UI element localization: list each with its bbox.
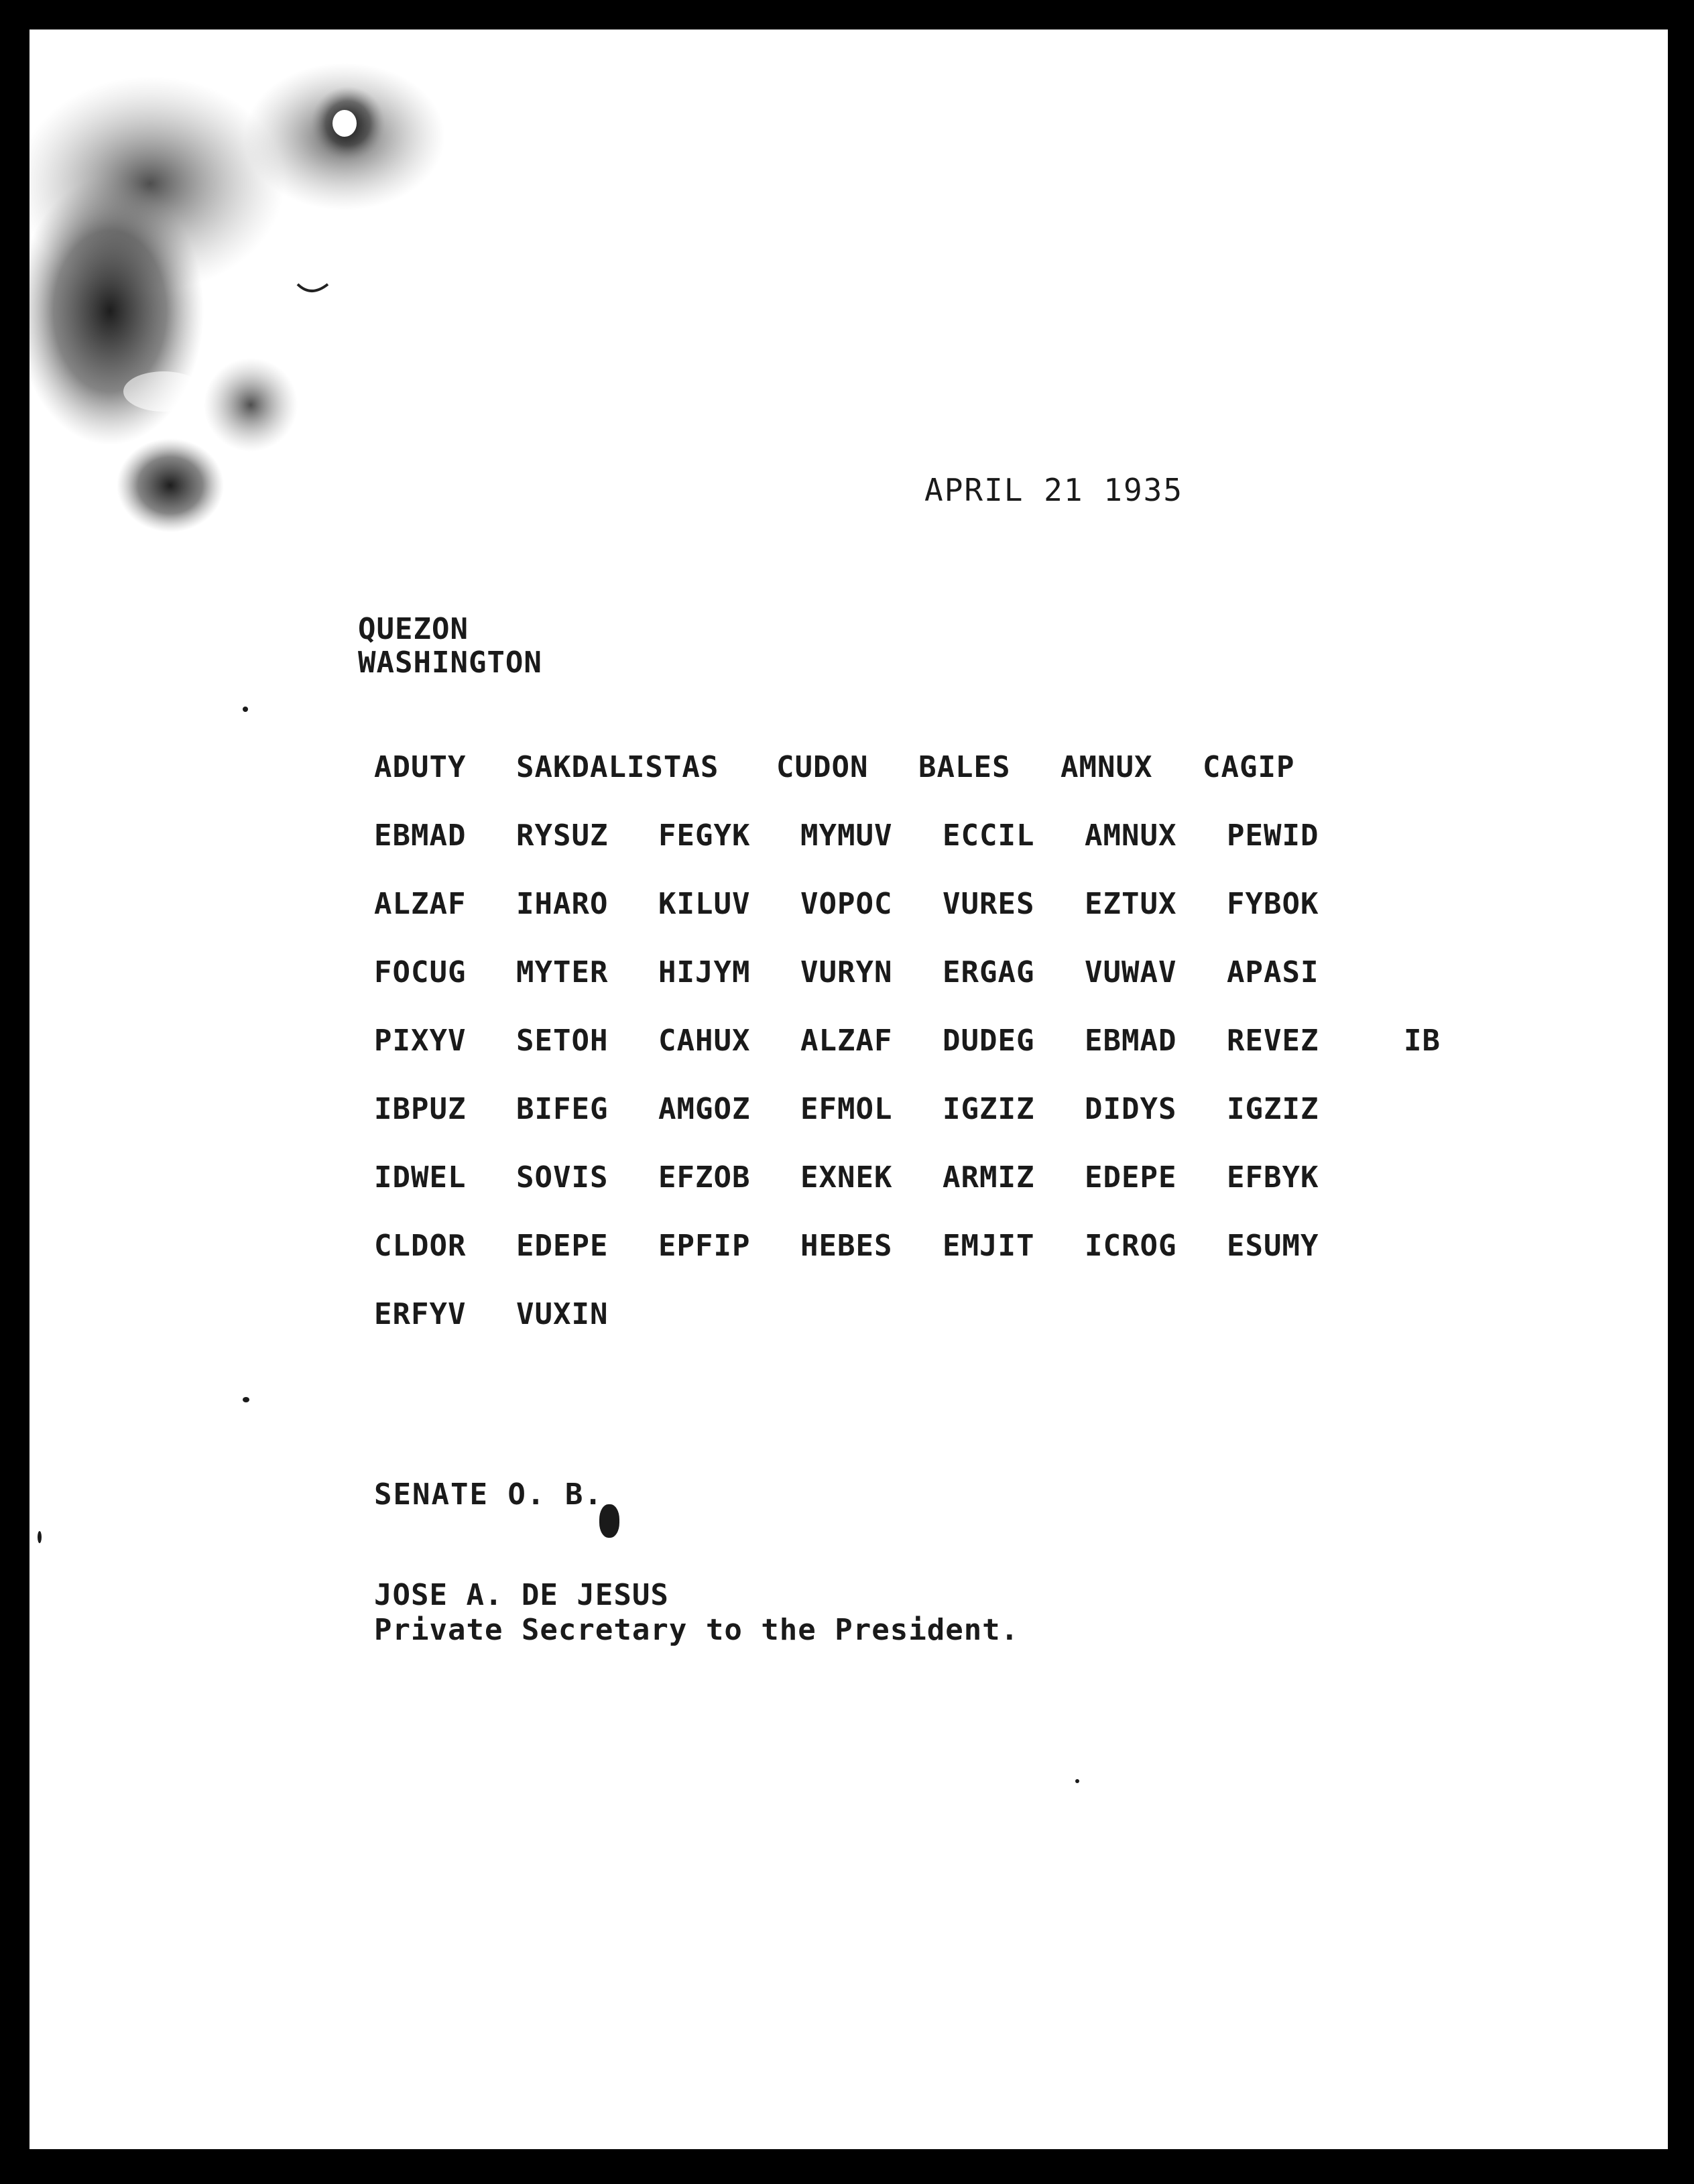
code-group: ECCIL: [943, 818, 1035, 853]
code-group: EPFIP: [658, 1229, 751, 1263]
code-group: IGZIZ: [1227, 1092, 1319, 1126]
code-group: ERGAG: [943, 955, 1035, 989]
code-group: DIDYS: [1085, 1092, 1177, 1126]
addressee-name: QUEZON: [358, 612, 469, 646]
code-group: CAHUX: [658, 1024, 751, 1058]
code-group: BALES: [918, 750, 1011, 784]
ink-speck: [599, 1504, 619, 1538]
code-group: EDEPE: [1085, 1160, 1177, 1195]
code-group: SAKDALISTAS: [516, 750, 719, 784]
signatory-title: Private Secretary to the President.: [374, 1613, 1020, 1647]
code-group: EMJIT: [943, 1229, 1035, 1263]
code-group: HIJYM: [658, 955, 751, 989]
code-group: BIFEG: [516, 1092, 609, 1126]
code-group: EFMOL: [800, 1092, 893, 1126]
code-group: EFBYK: [1227, 1160, 1319, 1195]
code-group: CUDON: [776, 750, 869, 784]
signature-block: [374, 1578, 1019, 1648]
code-group: VUXIN: [516, 1297, 609, 1331]
code-group: IGZIZ: [943, 1092, 1035, 1126]
code-group: REVEZ: [1227, 1024, 1319, 1058]
ink-speck: [1075, 1779, 1079, 1783]
code-group: CAGIP: [1203, 750, 1295, 784]
code-group: ARMIZ: [943, 1160, 1035, 1195]
code-group: AMNUX: [1085, 818, 1177, 853]
code-group: MYTER: [516, 955, 609, 989]
ink-speck: [243, 707, 248, 712]
code-group: AMGOZ: [658, 1092, 751, 1126]
code-group: ICROG: [1085, 1229, 1177, 1263]
code-group: IB: [1404, 1024, 1441, 1058]
code-group: EDEPE: [516, 1229, 609, 1263]
code-group: FOCUG: [374, 955, 467, 989]
code-group: KILUV: [658, 887, 751, 921]
code-group: VOPOC: [800, 887, 893, 921]
code-group: CLDOR: [374, 1229, 467, 1263]
code-group: ALZAF: [800, 1024, 893, 1058]
code-group: EZTUX: [1085, 887, 1177, 921]
document-page: [29, 29, 1668, 2149]
code-group: IBPUZ: [374, 1092, 467, 1126]
code-group: FEGYK: [658, 818, 751, 853]
addressee-block: [358, 613, 542, 680]
code-group: VUWAV: [1085, 955, 1177, 989]
code-group: SETOH: [516, 1024, 609, 1058]
code-group: EXNEK: [800, 1160, 893, 1195]
code-group: RYSUZ: [516, 818, 609, 853]
ink-speck: [243, 1397, 249, 1402]
code-group: DUDEG: [943, 1024, 1035, 1058]
code-group: APASI: [1227, 955, 1319, 989]
ink-stain: [29, 29, 539, 606]
code-group: MYMUV: [800, 818, 893, 853]
code-group: EFZOB: [658, 1160, 751, 1195]
code-group: IHARO: [516, 887, 609, 921]
code-group: SOVIS: [516, 1160, 609, 1195]
addressee-location: WASHINGTON: [358, 646, 542, 680]
code-group: FYBOK: [1227, 887, 1319, 921]
code-group: HEBES: [800, 1229, 893, 1263]
code-group: ADUTY: [374, 750, 467, 784]
code-group: PIXYV: [374, 1024, 467, 1058]
code-group: AMNUX: [1061, 750, 1153, 784]
code-group: IDWEL: [374, 1160, 467, 1195]
code-group: VURES: [943, 887, 1035, 921]
closing-line: SENATE O. B.: [374, 1477, 603, 1512]
signatory-name: JOSE A. DE JESUS: [374, 1578, 669, 1612]
code-group: EBMAD: [374, 818, 467, 853]
code-group: EBMAD: [1085, 1024, 1177, 1058]
code-group: PEWID: [1227, 818, 1319, 853]
code-group: VURYN: [800, 955, 893, 989]
code-group: ALZAF: [374, 887, 467, 921]
ink-speck: [38, 1531, 42, 1543]
code-group: ESUMY: [1227, 1229, 1319, 1263]
document-date: APRIL 21 1935: [924, 472, 1184, 508]
code-group: ERFYV: [374, 1297, 467, 1331]
